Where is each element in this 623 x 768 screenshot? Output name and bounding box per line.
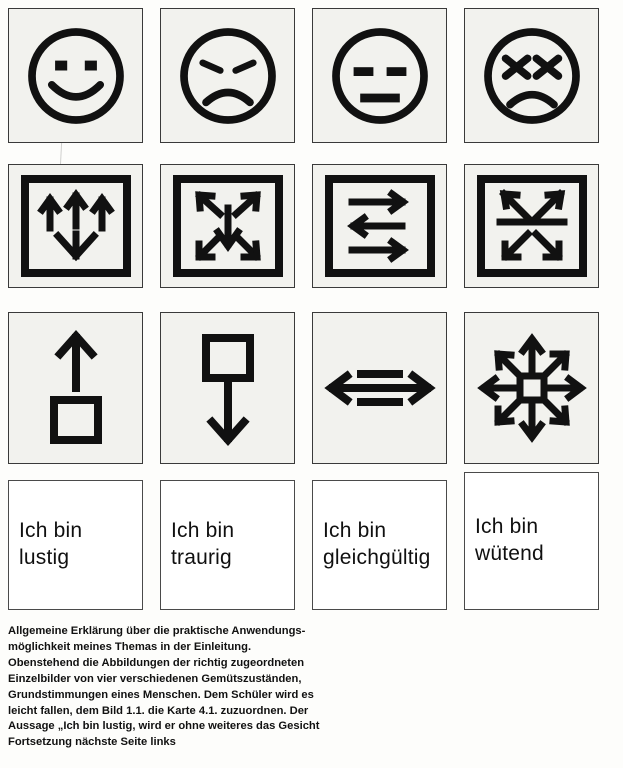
arrows-up-converging-icon [20,174,132,278]
arrows-cell-diagonal [160,164,295,288]
explanatory-paragraph [8,624,608,751]
caption-gleichgueltig-line2: gleichgültig [323,546,431,569]
caption-wuetend-line1: Ich bin [475,515,539,539]
face-cell-happy [8,8,143,143]
angry-face-icon [477,21,587,131]
arrows-inward-outward-mixed-icon [476,174,588,278]
caption-traurig-line2: traurig [171,546,232,569]
caption-cell-wuetend [464,472,599,610]
arrows-diagonal-outward-icon [172,174,284,278]
arrows-horizontal-opposed-icon [324,174,436,278]
neutral-face-icon [325,21,435,131]
square-moving-up-icon [22,322,130,454]
body-line-6: leicht fallen, dem Bild 1.1. die Karte 4.1. zuzuordnen. Der [8,704,309,717]
square-moving-down-icon [174,322,282,454]
body-line-8: Fortsetzung nächste Seite links [8,736,176,749]
arrows-cell-up [8,164,143,288]
smiling-face-icon [21,21,131,131]
body-line-5: Grundstimmungen eines Menschen. Dem Schüler wird es [8,688,314,701]
motion-cell-horizontal [312,312,447,464]
face-cell-angry [464,8,599,143]
square-radiating-icon [471,327,593,449]
caption-traurig [161,518,234,572]
caption-lustig-line1: Ich bin [19,519,83,543]
caption-wuetend-line2: wütend [475,542,544,565]
motion-cell-radiating [464,312,599,464]
caption-lustig-line2: lustig [19,546,70,569]
body-line-1: Allgemeine Erklärung über die praktische Anwendungs- [8,625,306,637]
caption-cell-gleichgueltig [312,480,447,610]
body-line-2: möglichkeit meines Themas in der Einleitung. [8,640,252,653]
caption-gleichgueltig-line1: Ich bin [323,519,387,543]
sad-face-icon [173,21,283,131]
face-cell-neutral [312,8,447,143]
arrows-cell-horizontal [312,164,447,288]
arrows-cell-mixed [464,164,599,288]
motion-cell-up [8,312,143,464]
caption-lustig [9,518,82,572]
body-line-3: Obenstehend die Abbildungen der richtig zugeordneten [8,656,305,669]
face-cell-sad [160,8,295,143]
caption-cell-lustig [8,480,143,610]
body-line-7: Aussage „Ich bin lustig, wird er ohne weiteres das Gesicht [8,720,320,733]
square-pushed-both-sides-icon [317,348,443,428]
caption-gleichgueltig [313,518,430,572]
caption-cell-traurig [160,480,295,610]
motion-cell-down [160,312,295,464]
caption-wuetend [465,514,544,568]
body-line-4: Einzelbilder von vier verschiedenen Gemütszuständen, [8,672,302,685]
caption-traurig-line1: Ich bin [171,519,235,543]
